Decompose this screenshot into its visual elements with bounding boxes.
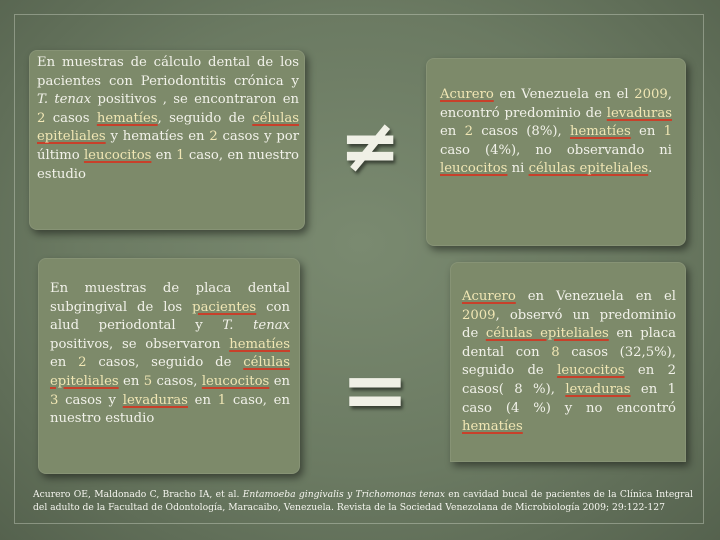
own-study-plaque-text: En muestras de placa dental subgingival de los pacientes con alud periodontal y T. tenax positivos, se observaron hematíes en 2 casos, seguido de células epiteliales en 5 casos, leucocitos en 3 casos y levaduras en 1 caso, en nuestro estudio	[50, 281, 290, 427]
equal-icon: =	[340, 343, 410, 438]
own-study-calculus-text: En muestras de cálculo dental de los pacientes con Periodontitis crónica y T. tenax positivos , se encontraron en 2 casos hematíes, seguido de células epiteliales y hematíes en 2 casos y por último leucocitos en 1 caso, en nuestro estudio	[37, 55, 299, 182]
acurero-calculus-box	[426, 58, 686, 246]
acurero-plaque-box	[450, 262, 686, 462]
bibliographic-reference: Acurero OE, Maldonado C, Bracho IA, et al. Entamoeba gingivalis y Trichomonas tenax en cavidad bucal de pacientes de la Clínica Integral del adulto de la Facultad de Odontología, Maracaibo, Venezuela. Revista de la Sociedad Venezolana de Microbiología 2009; 29:122-127	[33, 489, 693, 513]
own-study-calculus-box	[29, 50, 305, 230]
acurero-calculus-text: Acurero en Venezuela en el 2009, encontró predominio de levaduras en 2 casos (8%), hematíes en 1 caso (4%), no observando ni leucocitos ni células epiteliales.	[440, 87, 672, 177]
not-equal-icon: ≠	[338, 103, 401, 189]
acurero-plaque-text: Acurero en Venezuela en el 2009, observó un predominio de células epiteliales en placa dental con 8 casos (32,5%), seguido de leucocitos en 2 casos( 8 %), levaduras en 1 caso (4 %) y no encontró hematíes	[462, 289, 677, 435]
own-study-plaque-box	[38, 258, 300, 474]
